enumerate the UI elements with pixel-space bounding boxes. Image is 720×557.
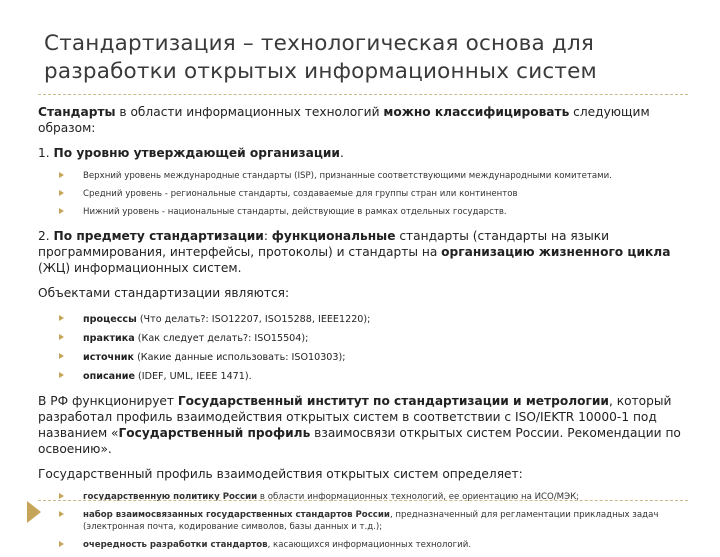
- title-divider: [38, 94, 688, 95]
- slide-title: Стандартизация – технологическая основа для разработки открытых информационных систем: [44, 31, 597, 84]
- triangle-bullet-icon: [59, 493, 64, 499]
- profile-item-bold: очередность разработки стандартов: [83, 540, 268, 550]
- triangle-bullet-icon: [59, 511, 64, 517]
- point-2-text-2: стандарты (стандарты на языки программирования, интерфейсы, протоколы) и стандарты на: [38, 229, 610, 259]
- triangle-bullet-icon: [59, 334, 64, 340]
- point-1-end: .: [339, 146, 344, 160]
- level-item-top: [38, 170, 698, 182]
- point-1-label: По уровню утверждающей организации: [53, 146, 340, 160]
- object-item-processes: [38, 313, 698, 326]
- profile-item-bold: государственную политику России: [83, 492, 258, 502]
- rf-bold-profile: Государственный профиль: [118, 426, 311, 440]
- object-item-bold: источник: [83, 352, 135, 363]
- object-item-source: [38, 351, 698, 364]
- level-item-text: Нижний уровень - национальные стандарты, действующие в рамках отдельных государств.: [83, 207, 507, 217]
- object-item-text: (Какие данные использовать: ISO10303);: [134, 352, 346, 363]
- rf-text-1: В РФ функционирует: [38, 394, 178, 408]
- triangle-bullet-icon: [59, 208, 64, 214]
- rf-paragraph: [38, 393, 698, 457]
- object-item-text: (Как следует делать?: ISO15504);: [134, 333, 309, 344]
- point-2-label: По предмету стандартизации: [53, 229, 264, 243]
- intro-paragraph: [38, 104, 698, 136]
- point-1-number: 1.: [38, 146, 54, 160]
- profile-item-bold: набор взаимосвязанных государственных стандартов России: [83, 510, 390, 520]
- point-1-heading: [38, 145, 698, 161]
- intro-bold-classify: можно классифицировать: [383, 105, 570, 119]
- intro-bold-standards: Стандарты: [38, 105, 116, 119]
- point-2-text-1: :: [263, 229, 272, 243]
- next-arrow-icon[interactable]: [27, 501, 41, 523]
- level-item-text: Верхний уровень международные стандарты (ISP), признанные соответствующими международными комитетами.: [83, 171, 612, 181]
- object-item-bold: практика: [83, 333, 135, 344]
- triangle-bullet-icon: [59, 353, 64, 359]
- point-2-text-3: (ЖЦ) информационных систем.: [38, 261, 242, 275]
- object-item-text: (Что делать?: ISO12207, ISO15288, IEEE1220);: [136, 314, 371, 325]
- slide-content: [38, 104, 698, 557]
- intro-text-1: в области информационных технологий: [115, 105, 384, 119]
- object-item-practice: [38, 332, 698, 345]
- profile-item-text: , касающихся информационных технологий.: [267, 540, 472, 550]
- level-item-text: Средний уровень - региональные стандарты, создаваемые для группы стран или континентов: [83, 189, 518, 199]
- profile-item-order: [38, 539, 698, 551]
- objects-heading: Объектами стандартизации являются:: [38, 286, 290, 300]
- rf-text-2: , который разработал профиль взаимодействия открытых систем в соответствии с ISO/IEKTR 10000-1 под названием «: [38, 394, 672, 440]
- point-2-bold-lifecycle: организацию жизненного цикла: [441, 245, 671, 259]
- triangle-bullet-icon: [59, 315, 64, 321]
- profile-item-text: , предназначенный для регламентации прикладных задач (электронная почта, кодирование символов, базы данных и т.д.);: [83, 510, 659, 532]
- footer-divider: [38, 500, 688, 501]
- profile-item-text: в области информационных технологий, ее ориентацию на ИСО/МЭК;: [257, 492, 580, 502]
- rf-bold-institute: Государственный институт по стандартизации и метрологии: [177, 394, 609, 408]
- point-2-paragraph: [38, 228, 698, 276]
- triangle-bullet-icon: [59, 541, 64, 547]
- level-item-middle: [38, 188, 698, 200]
- point-2-bold-functional: функциональные: [271, 229, 396, 243]
- point-2-number: 2.: [38, 229, 54, 243]
- rf-text-3: взаимосвязи открытых систем России. Рекомендации по освоению».: [38, 426, 681, 456]
- object-item-description: [38, 370, 698, 383]
- object-item-text: (IDEF, UML, IEEE 1471).: [134, 371, 252, 382]
- profile-item-standards-set: [38, 509, 698, 533]
- intro-text-2: следующим образом:: [38, 105, 650, 135]
- profile-item-policy: [38, 491, 698, 503]
- triangle-bullet-icon: [59, 172, 64, 178]
- profile-heading: Государственный профиль взаимодействия открытых систем определяет:: [38, 467, 523, 481]
- level-item-bottom: [38, 206, 698, 218]
- triangle-bullet-icon: [59, 372, 64, 378]
- object-item-bold: описание: [83, 371, 135, 382]
- object-item-bold: процессы: [83, 314, 137, 325]
- triangle-bullet-icon: [59, 190, 64, 196]
